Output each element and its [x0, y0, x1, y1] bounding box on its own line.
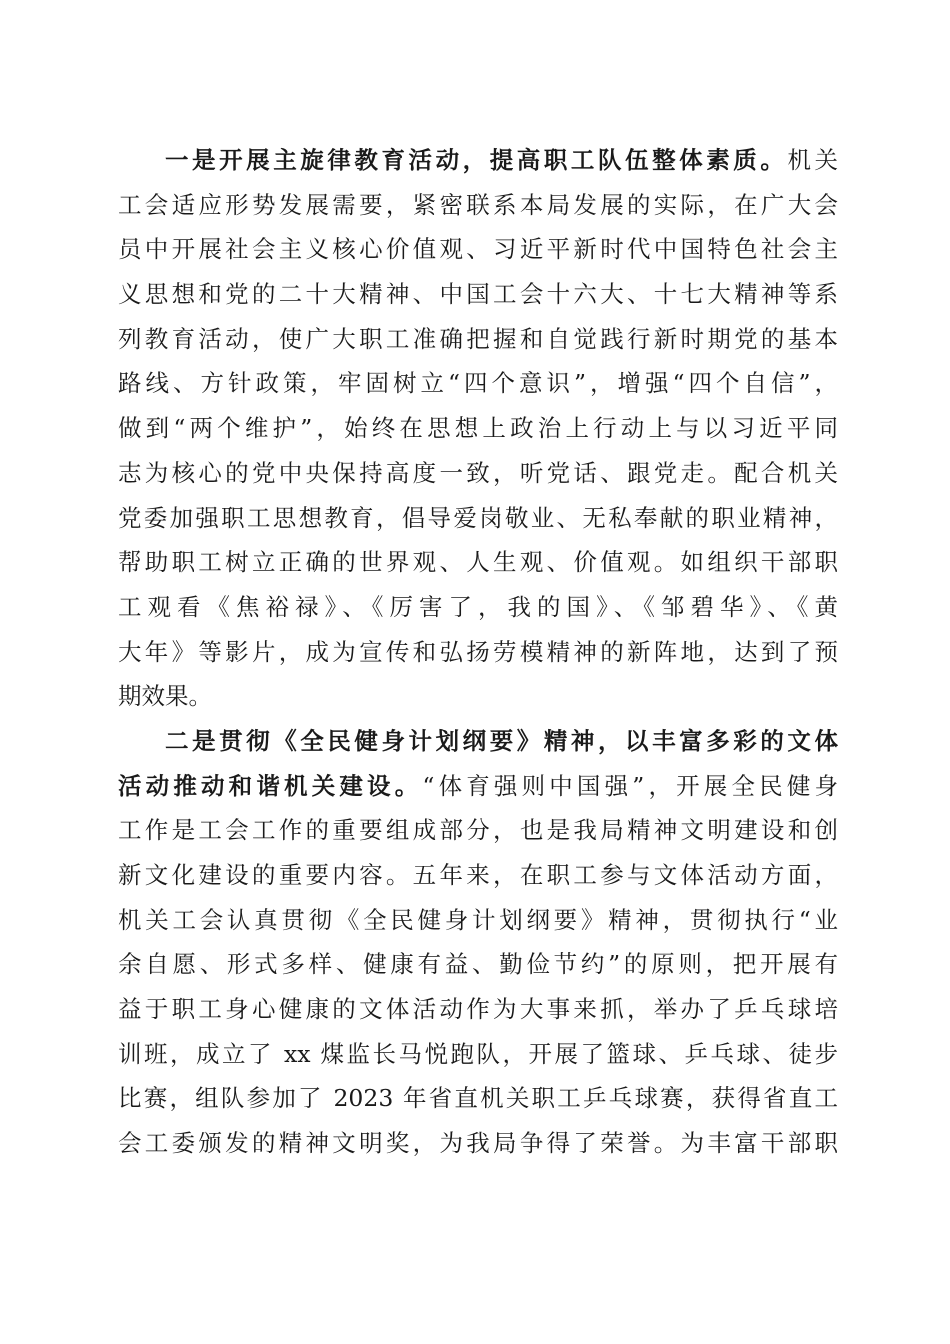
- paragraph-2-line: 益于职工身心健康的文体活动作为大事来抓，举办了乒乓球培: [118, 995, 838, 1024]
- paragraph-1-line: 帮助职工树立正确的世界观、人生观、价值观。如组织干部职: [118, 548, 838, 577]
- paragraph-1-line: 期效果。: [118, 682, 212, 711]
- paragraph-2-line: 工作是工会工作的重要组成部分，也是我局精神文明建设和创: [118, 816, 838, 845]
- paragraph-2-line: 训班，成立了 xx 煤监长马悦跑队，开展了篮球、乒乓球、徒步: [118, 1039, 838, 1068]
- paragraph-2-line: 新文化建设的重要内容。五年来，在职工参与文体活动方面，: [118, 861, 838, 889]
- paragraph-1-line: 志为核心的党中央保持高度一致，听党话、跟党走。配合机关: [118, 458, 838, 487]
- paragraph-2-heading-line-2: 活动推动和谐机关建设。: [118, 771, 423, 800]
- paragraph-2-line-2: [118, 764, 838, 809]
- paragraph-2-line: 会工委颁发的精神文明奖，为我局争得了荣誉。为丰富干部职: [118, 1129, 838, 1158]
- paragraph-2-line: 机关工会认真贯彻《全民健身计划纲要》精神，贯彻执行“业: [118, 905, 838, 934]
- paragraph-2-line: 比赛，组队参加了 2023 年省直机关职工乒乓球赛，获得省直工: [118, 1084, 838, 1113]
- paragraph-1-line: 做到“两个维护”，始终在思想上政治上行动上与以习近平同: [118, 414, 838, 443]
- paragraph-1-line: 工观看《焦裕禄》、《厉害了，我的国》、《邹碧华》、《黄: [118, 592, 838, 621]
- paragraph-1-line: 路线、方针政策，牢固树立“四个意识”，增强“四个自信”，: [118, 369, 838, 398]
- paragraph-1-line-1-tail: 机关: [787, 146, 838, 174]
- paragraph-1-line: 员中开展社会主义核心价值观、习近平新时代中国特色社会主: [118, 235, 838, 264]
- paragraph-1-line: 义思想和党的二十大精神、中国工会十六大、十七大精神等系: [118, 280, 838, 309]
- paragraph-2-heading-line-1: 二是贯彻《全民健身计划纲要》精神，以丰富多彩的文体: [165, 726, 838, 755]
- paragraph-2-line: 余自愿、形式多样、健康有益、勤俭节约”的原则，把开展有: [118, 950, 838, 979]
- paragraph-1-line: 党委加强职工思想教育，倡导爱岗敬业、无私奉献的职业精神，: [118, 503, 838, 532]
- paragraph-1-line-1: [118, 138, 838, 183]
- paragraph-1-line: 工会适应形势发展需要，紧密联系本局发展的实际，在广大会: [118, 190, 838, 219]
- paragraph-1-line: 大年》等影片，成为宣传和弘扬劳模精神的新阵地，达到了预: [118, 637, 838, 666]
- paragraph-1-line: 列教育活动，使广大职工准确把握和自觉践行新时期党的基本: [118, 324, 838, 353]
- document-body: [118, 138, 838, 1166]
- paragraph-1-heading: 一是开展主旋律教育活动，提高职工队伍整体素质。: [165, 146, 788, 174]
- paragraph-2-line-2-tail: “体育强则中国强”，开展全民健身: [422, 771, 838, 800]
